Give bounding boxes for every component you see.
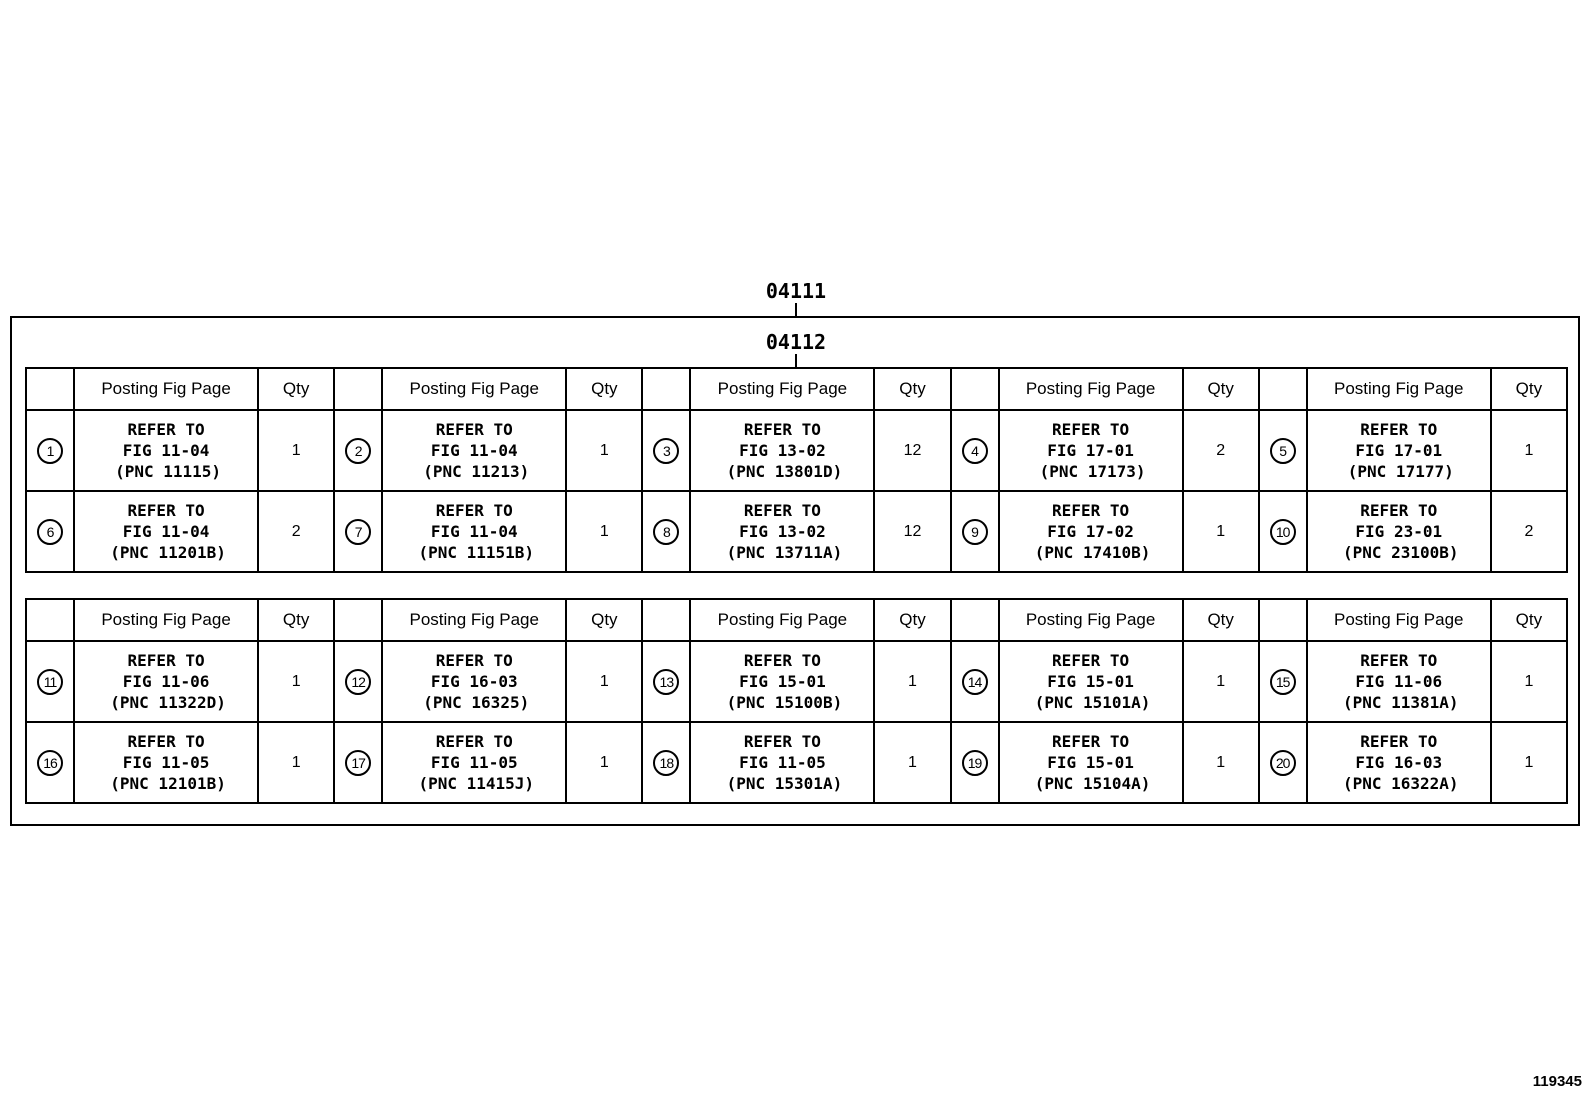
circled-item-number: 14 [962,669,988,695]
refer-to-text: REFER TO [1052,732,1130,751]
item-number-cell [642,410,690,491]
table-row [26,641,1567,722]
parts-table-2 [25,598,1568,804]
header-qty: Qty [874,599,950,641]
pnc-reference: (PNC 15100B) [726,693,843,712]
header-number-cell [642,599,690,641]
pnc-reference: (PNC 13801D) [726,462,843,481]
reference-cell [382,722,566,803]
pnc-reference: (PNC 11415J) [418,774,535,793]
header-qty: Qty [1183,599,1259,641]
pnc-reference: (PNC 11322D) [110,693,226,712]
header-posting-fig-page: Posting Fig Page [382,368,566,410]
header-number-cell [1259,599,1307,641]
circled-item-number: 17 [345,750,371,776]
quantity-cell: 1 [258,410,334,491]
reference-cell [690,722,874,803]
refer-to-text: REFER TO [1360,501,1438,520]
table-row [26,722,1567,803]
circled-item-number: 15 [1270,669,1296,695]
pnc-reference: (PNC 15104A) [1034,774,1151,793]
refer-to-text: REFER TO [1052,420,1130,439]
refer-to-text: REFER TO [127,420,205,439]
header-posting-fig-page: Posting Fig Page [74,599,258,641]
reference-cell [690,491,874,572]
table-header-row [26,368,1567,410]
fig-reference: FIG 11-04 [430,441,518,460]
circled-item-number: 9 [962,519,988,545]
header-number-cell [642,368,690,410]
header-posting-fig-page: Posting Fig Page [690,368,874,410]
quantity-cell: 2 [258,491,334,572]
header-qty: Qty [1491,368,1567,410]
refer-to-text: REFER TO [127,651,205,670]
item-number-cell [642,491,690,572]
quantity-cell: 1 [874,641,950,722]
header-number-cell [1259,368,1307,410]
item-number-cell [951,410,999,491]
circled-item-number: 18 [653,750,679,776]
refer-to-text: REFER TO [743,420,821,439]
fig-reference: FIG 11-04 [430,522,518,541]
header-number-cell [334,599,382,641]
fig-reference: FIG 23-01 [1355,522,1443,541]
header-qty: Qty [1183,368,1259,410]
reference-cell [1307,641,1491,722]
fig-reference: FIG 11-04 [122,441,210,460]
reference-cell [74,491,258,572]
quantity-cell: 1 [874,722,950,803]
pnc-reference: (PNC 13711A) [726,543,843,562]
circled-item-number: 4 [962,438,988,464]
quantity-cell: 1 [1491,410,1567,491]
quantity-cell: 12 [874,491,950,572]
header-posting-fig-page: Posting Fig Page [382,599,566,641]
fig-reference: FIG 11-05 [430,753,518,772]
circled-item-number: 8 [653,519,679,545]
refer-to-text: REFER TO [1052,501,1130,520]
quantity-cell: 1 [1491,722,1567,803]
reference-cell [1307,722,1491,803]
reference-cell [1307,491,1491,572]
item-number-cell [334,410,382,491]
header-qty: Qty [258,599,334,641]
reference-cell [999,722,1183,803]
fig-reference: FIG 11-05 [122,753,210,772]
quantity-cell: 1 [258,641,334,722]
quantity-cell: 1 [566,722,642,803]
header-posting-fig-page: Posting Fig Page [74,368,258,410]
circled-item-number: 16 [37,750,63,776]
item-number-cell [642,722,690,803]
quantity-cell: 2 [1491,491,1567,572]
assembly-label-04112: 04112 [765,330,827,354]
item-number-cell [334,491,382,572]
table-row [26,491,1567,572]
header-posting-fig-page: Posting Fig Page [999,599,1183,641]
reference-cell [999,410,1183,491]
header-qty: Qty [258,368,334,410]
reference-cell [999,491,1183,572]
leader-line-outer [795,303,797,317]
fig-reference: FIG 11-06 [122,672,210,691]
pnc-reference: (PNC 12101B) [110,774,226,793]
header-number-cell [26,599,74,641]
quantity-cell: 1 [1183,722,1259,803]
refer-to-text: REFER TO [743,732,821,751]
fig-reference: FIG 13-02 [739,522,826,541]
refer-to-text: REFER TO [1360,651,1438,670]
refer-to-text: REFER TO [743,651,821,670]
fig-reference: FIG 17-01 [1047,441,1134,460]
fig-reference: FIG 17-01 [1355,441,1443,460]
item-number-cell [1259,410,1307,491]
fig-reference: FIG 17-02 [1047,522,1134,541]
circled-item-number: 19 [962,750,988,776]
assembly-label-04111: 04111 [765,279,827,303]
pnc-reference: (PNC 17173) [1039,462,1146,481]
circled-item-number: 13 [653,669,679,695]
quantity-cell: 1 [566,410,642,491]
circled-item-number: 11 [37,669,63,695]
item-number-cell [26,641,74,722]
refer-to-text: REFER TO [435,732,513,751]
item-number-cell [26,722,74,803]
reference-cell [382,491,566,572]
quantity-cell: 1 [1183,641,1259,722]
circled-item-number: 10 [1270,519,1296,545]
circled-item-number: 12 [345,669,371,695]
header-number-cell [951,599,999,641]
header-posting-fig-page: Posting Fig Page [690,599,874,641]
item-number-cell [1259,722,1307,803]
item-number-cell [26,410,74,491]
header-number-cell [334,368,382,410]
refer-to-text: REFER TO [1052,651,1130,670]
illustration-code: 119345 [1532,1073,1582,1090]
circled-item-number: 6 [37,519,63,545]
fig-reference: FIG 16-03 [430,672,518,691]
fig-reference: FIG 11-05 [739,753,826,772]
item-number-cell [951,491,999,572]
quantity-cell: 1 [1183,491,1259,572]
fig-reference: FIG 11-06 [1355,672,1443,691]
parts-table-1 [25,367,1568,573]
fig-reference: FIG 11-04 [122,522,210,541]
header-qty: Qty [1491,599,1567,641]
item-number-cell [951,722,999,803]
pnc-reference: (PNC 11213) [423,462,530,481]
item-number-cell [951,641,999,722]
refer-to-text: REFER TO [1360,732,1438,751]
header-number-cell [951,368,999,410]
pnc-reference: (PNC 11381A) [1342,693,1459,712]
header-qty: Qty [566,368,642,410]
refer-to-text: REFER TO [435,501,513,520]
pnc-reference: (PNC 17410B) [1034,543,1151,562]
item-number-cell [334,722,382,803]
refer-to-text: REFER TO [127,732,205,751]
circled-item-number: 7 [345,519,371,545]
pnc-reference: (PNC 16325) [423,693,530,712]
quantity-cell: 1 [566,491,642,572]
quantity-cell: 1 [258,722,334,803]
refer-to-text: REFER TO [127,501,205,520]
circled-item-number: 2 [345,438,371,464]
pnc-reference: (PNC 16322A) [1342,774,1459,793]
reference-cell [74,410,258,491]
header-qty: Qty [874,368,950,410]
refer-to-text: REFER TO [1360,420,1438,439]
reference-cell [382,641,566,722]
item-number-cell [642,641,690,722]
quantity-cell: 12 [874,410,950,491]
reference-cell [74,641,258,722]
quantity-cell: 1 [566,641,642,722]
header-number-cell [26,368,74,410]
header-posting-fig-page: Posting Fig Page [999,368,1183,410]
item-number-cell [1259,491,1307,572]
reference-cell [74,722,258,803]
reference-cell [690,641,874,722]
table-row [26,410,1567,491]
circled-item-number: 3 [653,438,679,464]
header-qty: Qty [566,599,642,641]
reference-cell [1307,410,1491,491]
refer-to-text: REFER TO [743,501,821,520]
reference-cell [690,410,874,491]
pnc-reference: (PNC 11151B) [418,543,535,562]
circled-item-number: 5 [1270,438,1296,464]
item-number-cell [26,491,74,572]
table-header-row [26,599,1567,641]
pnc-reference: (PNC 17177) [1347,462,1454,481]
pnc-reference: (PNC 11115) [115,462,222,481]
leader-line-inner [795,354,797,368]
pnc-reference: (PNC 23100B) [1342,543,1459,562]
refer-to-text: REFER TO [435,651,513,670]
quantity-cell: 2 [1183,410,1259,491]
item-number-cell [1259,641,1307,722]
item-number-cell [334,641,382,722]
pnc-reference: (PNC 15301A) [726,774,843,793]
pnc-reference: (PNC 15101A) [1034,693,1151,712]
reference-cell [999,641,1183,722]
header-posting-fig-page: Posting Fig Page [1307,368,1491,410]
circled-item-number: 1 [37,438,63,464]
reference-cell [382,410,566,491]
fig-reference: FIG 16-03 [1355,753,1443,772]
fig-reference: FIG 15-01 [1047,753,1134,772]
refer-to-text: REFER TO [435,420,513,439]
pnc-reference: (PNC 11201B) [110,543,226,562]
fig-reference: FIG 15-01 [1047,672,1134,691]
header-posting-fig-page: Posting Fig Page [1307,599,1491,641]
fig-reference: FIG 15-01 [739,672,826,691]
fig-reference: FIG 13-02 [739,441,826,460]
circled-item-number: 20 [1270,750,1296,776]
quantity-cell: 1 [1491,641,1567,722]
